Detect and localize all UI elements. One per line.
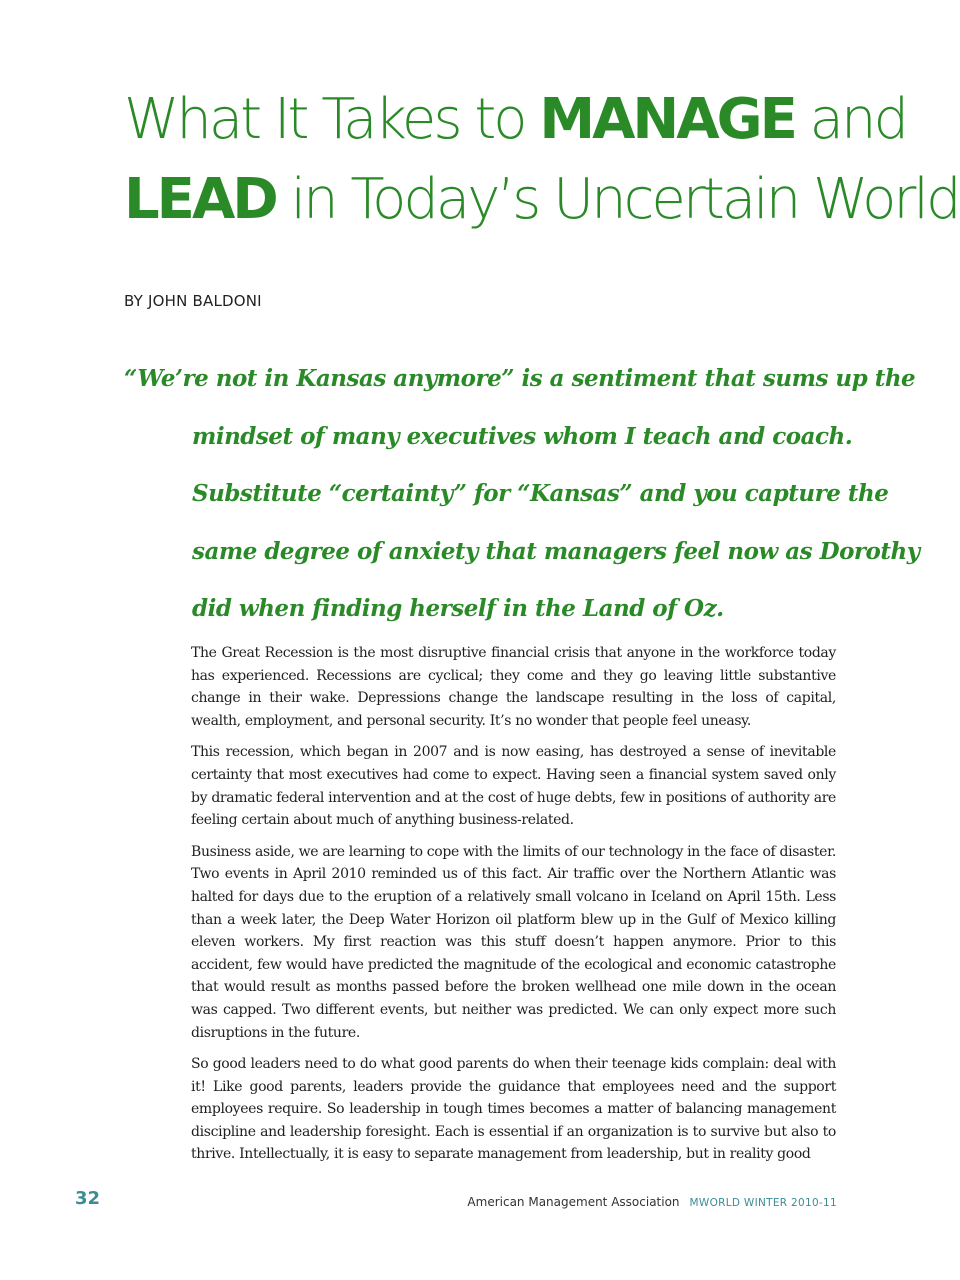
title-line2-bold: LEAD (124, 167, 276, 232)
pull-quote-line: did when finding herself in the Land of Oz. (192, 595, 724, 622)
pull-quote-line: Substitute “certainty” for “Kansas” and you capture the (192, 480, 889, 507)
title-line1-part1: What It Takes to (124, 87, 540, 152)
title-line-2 (124, 160, 959, 240)
article-title (124, 80, 959, 240)
pull-quote-line: “We’re not in Kansas anymore” is a sentiment that sums up the (124, 365, 916, 392)
issue-label: MWORLD WINTER 2010-11 (689, 1197, 837, 1209)
body-paragraph: So good leaders need to do what good parents do when their teenage kids complain: deal with it! Like good parents, leaders provide the guidance that employees need and the support employees require. So leadership in tough times becomes a matter of balancing management discipline and leadership foresight. Each is essential if an organization is to survive but also to thrive. Intellectually, it is easy to separate management from leadership, but in reality good (191, 1056, 836, 1163)
author-byline: BY JOHN BALDONI (124, 292, 262, 310)
article-body (191, 642, 836, 1175)
body-paragraph: This recession, which began in 2007 and is now easing, has destroyed a sense of inevitable certainty that most executives had come to expect. Having seen a financial system saved only by dramatic federal intervention and at the cost of huge debts, few in positions of authority are feeling certain about much of anything business-related. (191, 744, 836, 829)
page-footer (75, 1188, 837, 1210)
title-line1-part2: and (794, 87, 907, 152)
pull-quote-line: mindset of many executives whom I teach and coach. (192, 422, 853, 450)
body-paragraph: The Great Recession is the most disruptive financial crisis that anyone in the workforce today has experienced. Recessions are cyclical; they come and they go leaving little substantive change in their wake. Depressions change the landscape resulting in the loss of capital, wealth, employment, and personal security. It’s no wonder that people feel uneasy. (191, 645, 836, 729)
title-line-1 (124, 80, 907, 160)
body-paragraph: Business aside, we are learning to cope with the limits of our technology in the face of disaster. Two events in April 2010 reminded us of this fact. Air traffic over the Northern Atlantic was halted for days due to the eruption of a relatively small volcano in Iceland on April 15th. Less than a week later, the Deep Water Horizon oil platform blew up in the Gulf of Mexico killing eleven workers. My first reaction was this stuff doesn’t happen anymore. Prior to this accident, few would have predicted the magnitude of the ecological and economic catastrophe that would result as months passed before the broken wellhead one mile down in the ocean was capped. Two different events, but neither was predicted. We can only expect more such disruptions in the future. (191, 843, 836, 1041)
title-line1-bold: MANAGE (539, 87, 795, 152)
page-number: 32 (75, 1188, 101, 1209)
pull-quote-line: same degree of anxiety that managers feel now as Dorothy (192, 537, 920, 565)
pull-quote (124, 350, 920, 638)
publisher-name: American Management Association (467, 1195, 680, 1209)
title-line2-part2: in Today’s Uncertain World (275, 167, 959, 232)
footer-credits (467, 1191, 837, 1210)
